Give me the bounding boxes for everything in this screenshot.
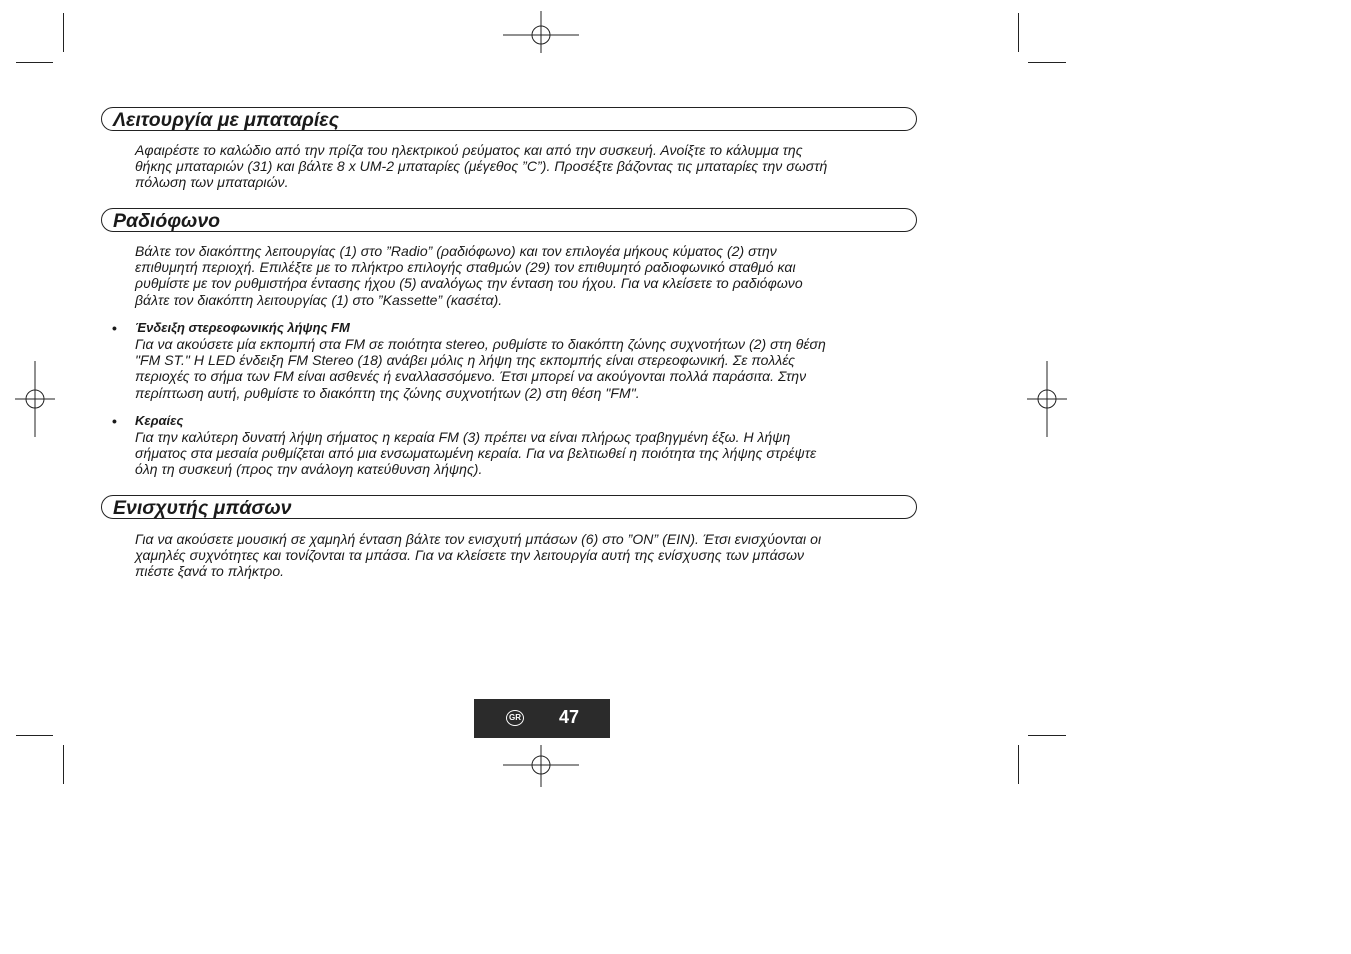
language-badge: GR xyxy=(506,710,524,726)
crosshair-circle-icon xyxy=(0,361,73,437)
body-line: πόλωση των μπαταριών. xyxy=(135,174,289,191)
body-line: Αφαιρέστε το καλώδιο από την πρίζα του ηλεκτρικού ρεύματος και από την συσκευή. Ανοίξτε το κάλυμμα της xyxy=(135,142,803,158)
bullet-title-antennas: Κεραίες xyxy=(135,413,184,428)
bullet-marker: • xyxy=(112,413,117,429)
page-number-badge xyxy=(474,699,610,738)
section-body-radio xyxy=(135,243,975,308)
body-line: Για να ακούσετε μουσική σε χαμηλή ένταση βάλτε τον ενισχυτή μπάσων (6) στο ”ON” (EIN). Έτσι ενισχύονται οι xyxy=(135,531,822,547)
section-header-batteries xyxy=(101,107,917,131)
crosshair-circle-icon xyxy=(1009,361,1085,437)
section-header-bass-boost xyxy=(101,495,917,519)
bullet-body-antennas xyxy=(135,429,975,478)
body-line: θήκης μπαταριών (31) και βάλτε 8 x UM-2 μπαταρίες (μέγεθος ”C”). Προσέξτε βάζοντας τις μπαταρίες την σωστή xyxy=(135,158,828,175)
section-title: Ενισχυτής μπάσων xyxy=(113,497,292,519)
body-line: βάλτε τον διακόπτη λειτουργίας (1) στο ”Kassette” (κασέτα). xyxy=(135,291,503,308)
body-line: περίπτωση αυτή, ρυθμίστε το διακόπτη της ζώνης συχνοτήτων (2) στη θέση "FM". xyxy=(135,384,640,401)
crop-mark-top-right-horizontal xyxy=(1028,62,1066,63)
section-title: Ραδιόφωνο xyxy=(113,210,221,232)
crop-mark-bottom-left-horizontal xyxy=(16,735,53,736)
page-number: 47 xyxy=(559,707,580,727)
body-line: ρυθμίστε με τον ρυθμιστήρα έντασης ήχου (5) αναλόγως την ένταση του ήχου. Για να κλείσετε το ραδιόφωνο xyxy=(135,275,803,292)
body-line: Για την καλύτερη δυνατή λήψη σήματος η κεραία FM (3) πρέπει να είναι πλήρως τραβηγμένη έξω. Η λήψη xyxy=(135,429,791,445)
crosshair-circle-icon xyxy=(503,0,579,73)
section-title: Λειτουργία με μπαταρίες xyxy=(113,109,339,131)
section-body-bass-boost xyxy=(135,531,975,580)
crop-mark-top-right-vertical xyxy=(1018,13,1019,52)
body-line: όλη τη συσκευή (προς την ανάλογη κατεύθυνση λήψης). xyxy=(135,461,483,478)
bullet-marker: • xyxy=(112,320,117,336)
crop-mark-bottom-left-vertical xyxy=(63,745,64,784)
body-line: περιοχές το σήμα των FM είναι ασθενές ή εναλλασσόμενο. Έτσι μπορεί να ακούγονται πολλά παράσιτα. Στην xyxy=(135,368,807,385)
body-line: Για να ακούσετε μία εκπομπή στα FM σε ποιότητα stereo, ρυθμίστε το διακόπτη ζώνης συχνοτήτων (2) στη θέση xyxy=(135,336,826,352)
section-header-radio xyxy=(101,208,917,232)
section-body-batteries xyxy=(135,142,975,191)
body-line: χαμηλές συχνότητες και τονίζονται τα μπάσα. Για να κλείσετε την λειτουργία αυτή της ενίσχυσης των μπάσων xyxy=(135,547,805,564)
crop-mark-bottom-right-horizontal xyxy=(1028,735,1066,736)
crop-mark-bottom-right-vertical xyxy=(1018,745,1019,784)
bullet-title-fm-stereo: Ένδειξη στερεοφωνικής λήψης FM xyxy=(135,320,350,335)
body-line: Βάλτε τον διακόπτης λειτουργίας (1) στο ”Radio” (ραδιόφωνο) και τον επιλογέα μήκους κύματος (2) στην xyxy=(135,243,777,259)
body-line: πιέστε ξανά το πλήκτρο. xyxy=(135,563,285,580)
crop-mark-top-left-horizontal xyxy=(16,62,53,63)
body-line: επιθυμητή περιοχή. Επιλέξτε με το πλήκτρο επιλογής σταθμών (29) τον επιθυμητό ραδιοφωνικό σταθμό και xyxy=(135,259,796,276)
crop-mark-top-left-vertical xyxy=(63,13,64,52)
body-line: σήματος στα μεσαία ρυθμίζεται από μια ενσωματωμένη κεραία. Για να βελτιωθεί η ποιότητα της λήψης στρέψτε xyxy=(135,445,817,462)
crosshair-circle-icon xyxy=(503,727,579,803)
bullet-body-fm-stereo xyxy=(135,336,975,401)
body-line: "FM ST." Η LED ένδειξη FM Stereo (18) ανάβει μόλις η λήψη της εκπομπής είναι στερεοφωνική. Σε πολλές xyxy=(135,352,795,369)
